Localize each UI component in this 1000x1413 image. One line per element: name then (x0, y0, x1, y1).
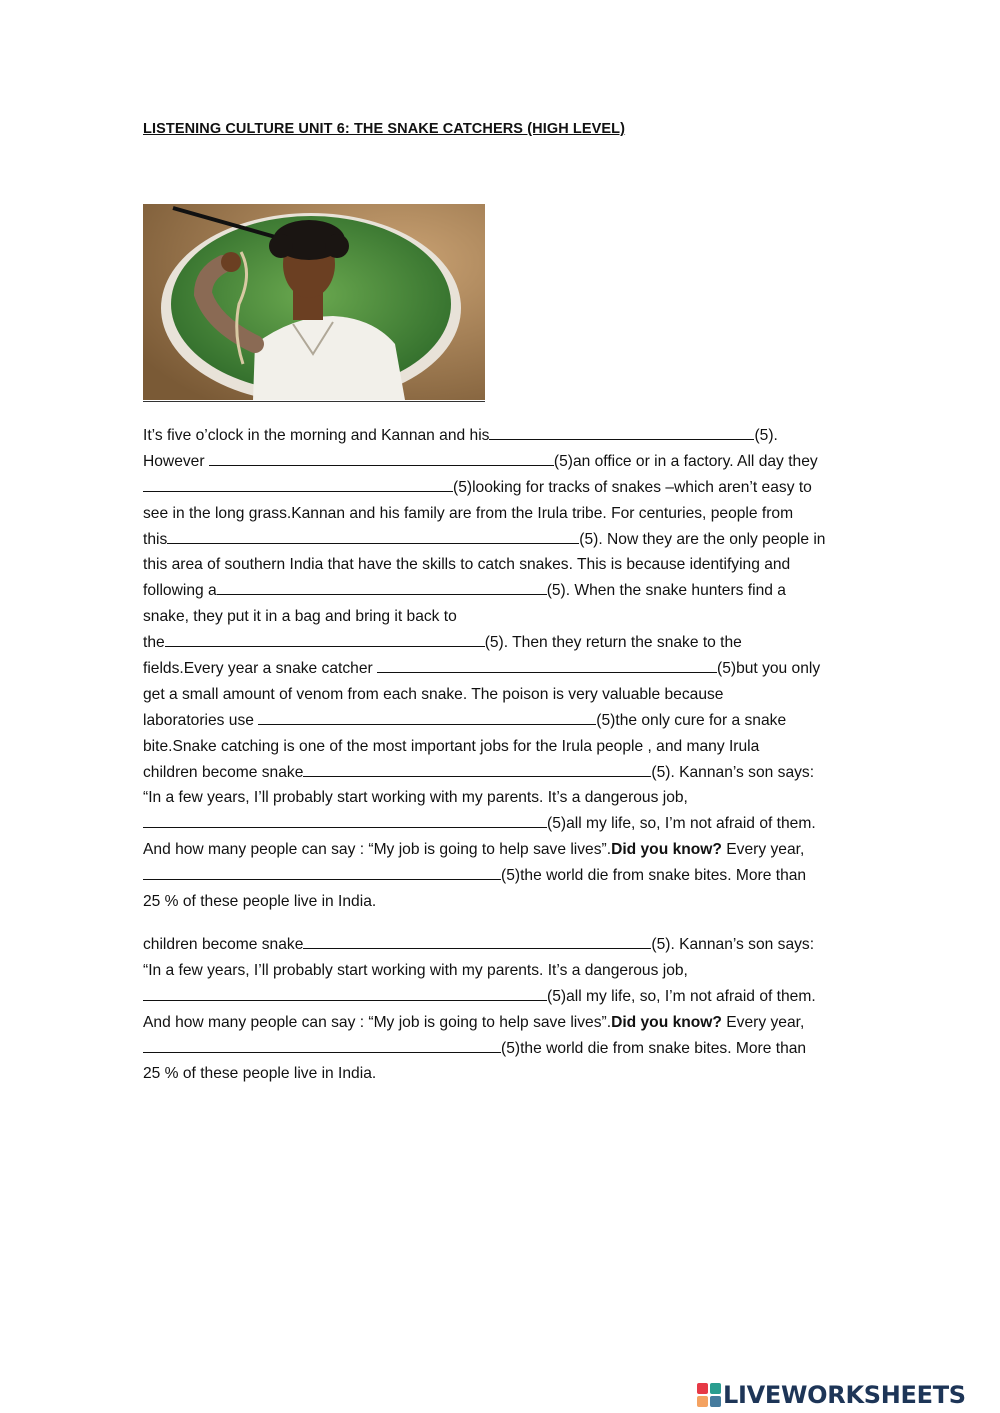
text-line: snake, they put it in a bag and bring it back to (143, 608, 457, 626)
text-line: And how many people can say : “My job is going to help save lives”.Did you know? Every year, (143, 841, 805, 859)
text-line: “In a few years, I’ll probably start working with my parents. It’s a dangerous job, (143, 961, 688, 979)
text-line: children become snake (5). Kannan’s son says: (143, 936, 815, 953)
text-line: It’s five o’clock in the morning and Kannan and his (5). (143, 427, 778, 444)
liveworksheets-logo-icon (697, 1383, 721, 1407)
answer-blank[interactable] (377, 658, 717, 673)
text-line: bite.Snake catching is one of the most important jobs for the Irula people , and many Irula (143, 737, 760, 755)
worksheet-paragraph-2 (143, 932, 863, 1087)
text-line: this area of southern India that have the skills to catch snakes. This is because identifying and (143, 556, 791, 574)
text-line: see in the long grass.Kannan and his family are from the Irula tribe. For centuries, people from (143, 504, 794, 522)
answer-blank[interactable] (143, 865, 501, 880)
answer-blank[interactable] (258, 710, 596, 725)
liveworksheets-logo-text: LIVEWORKSHEETS (723, 1381, 966, 1409)
worksheet-paragraph-1 (143, 423, 863, 915)
text-line: However (5)an office or in a factory. All day they (143, 452, 818, 470)
text-line: “In a few years, I’ll probably start working with my parents. It’s a dangerous job, (143, 789, 688, 807)
answer-blank[interactable] (167, 529, 579, 544)
text-line: get a small amount of venom from each snake. The poison is very valuable because (143, 685, 724, 703)
text-line: And how many people can say : “My job is going to help save lives”.Did you know? Every year, (143, 1013, 805, 1031)
text-line: (5)looking for tracks of snakes –which aren’t easy to (143, 475, 863, 501)
answer-blank[interactable] (217, 580, 547, 595)
answer-blank[interactable] (143, 986, 547, 1001)
answer-blank[interactable] (303, 762, 651, 777)
text-line: (5)the world die from snake bites. More than (143, 863, 863, 889)
text-line: 25 % of these people live in India. (143, 893, 377, 911)
text-line: children become snake (5). Kannan’s son says: (143, 763, 815, 781)
answer-blank[interactable] (165, 632, 485, 647)
answer-blank[interactable] (209, 451, 554, 466)
text-line: (5)all my life, so, I’m not afraid of them. (143, 984, 863, 1010)
worksheet-title: LISTENING CULTURE UNIT 6: THE SNAKE CATCHERS (HIGH LEVEL) (143, 121, 626, 137)
answer-blank[interactable] (143, 477, 453, 492)
text-line: (5)all my life, so, I’m not afraid of them. (143, 811, 863, 837)
text-line: fields.Every year a snake catcher (5)but you only (143, 660, 821, 678)
answer-blank[interactable] (143, 1038, 501, 1053)
text-line: following a (5). When the snake hunters find a (143, 582, 786, 600)
liveworksheets-logo[interactable] (697, 1380, 966, 1410)
text-line: 25 % of these people live in India. (143, 1065, 377, 1083)
answer-blank[interactable] (489, 425, 754, 440)
text-line: this (5). Now they are the only people in (143, 530, 826, 548)
text-line: the (5). Then they return the snake to the (143, 634, 742, 652)
text-line: laboratories use (5)the only cure for a snake (143, 711, 787, 729)
snake-catcher-photo (143, 204, 485, 400)
photo-underline (143, 401, 485, 402)
answer-blank[interactable] (143, 813, 547, 828)
text-line: (5)the world die from snake bites. More than (143, 1036, 863, 1062)
answer-blank[interactable] (303, 934, 651, 949)
